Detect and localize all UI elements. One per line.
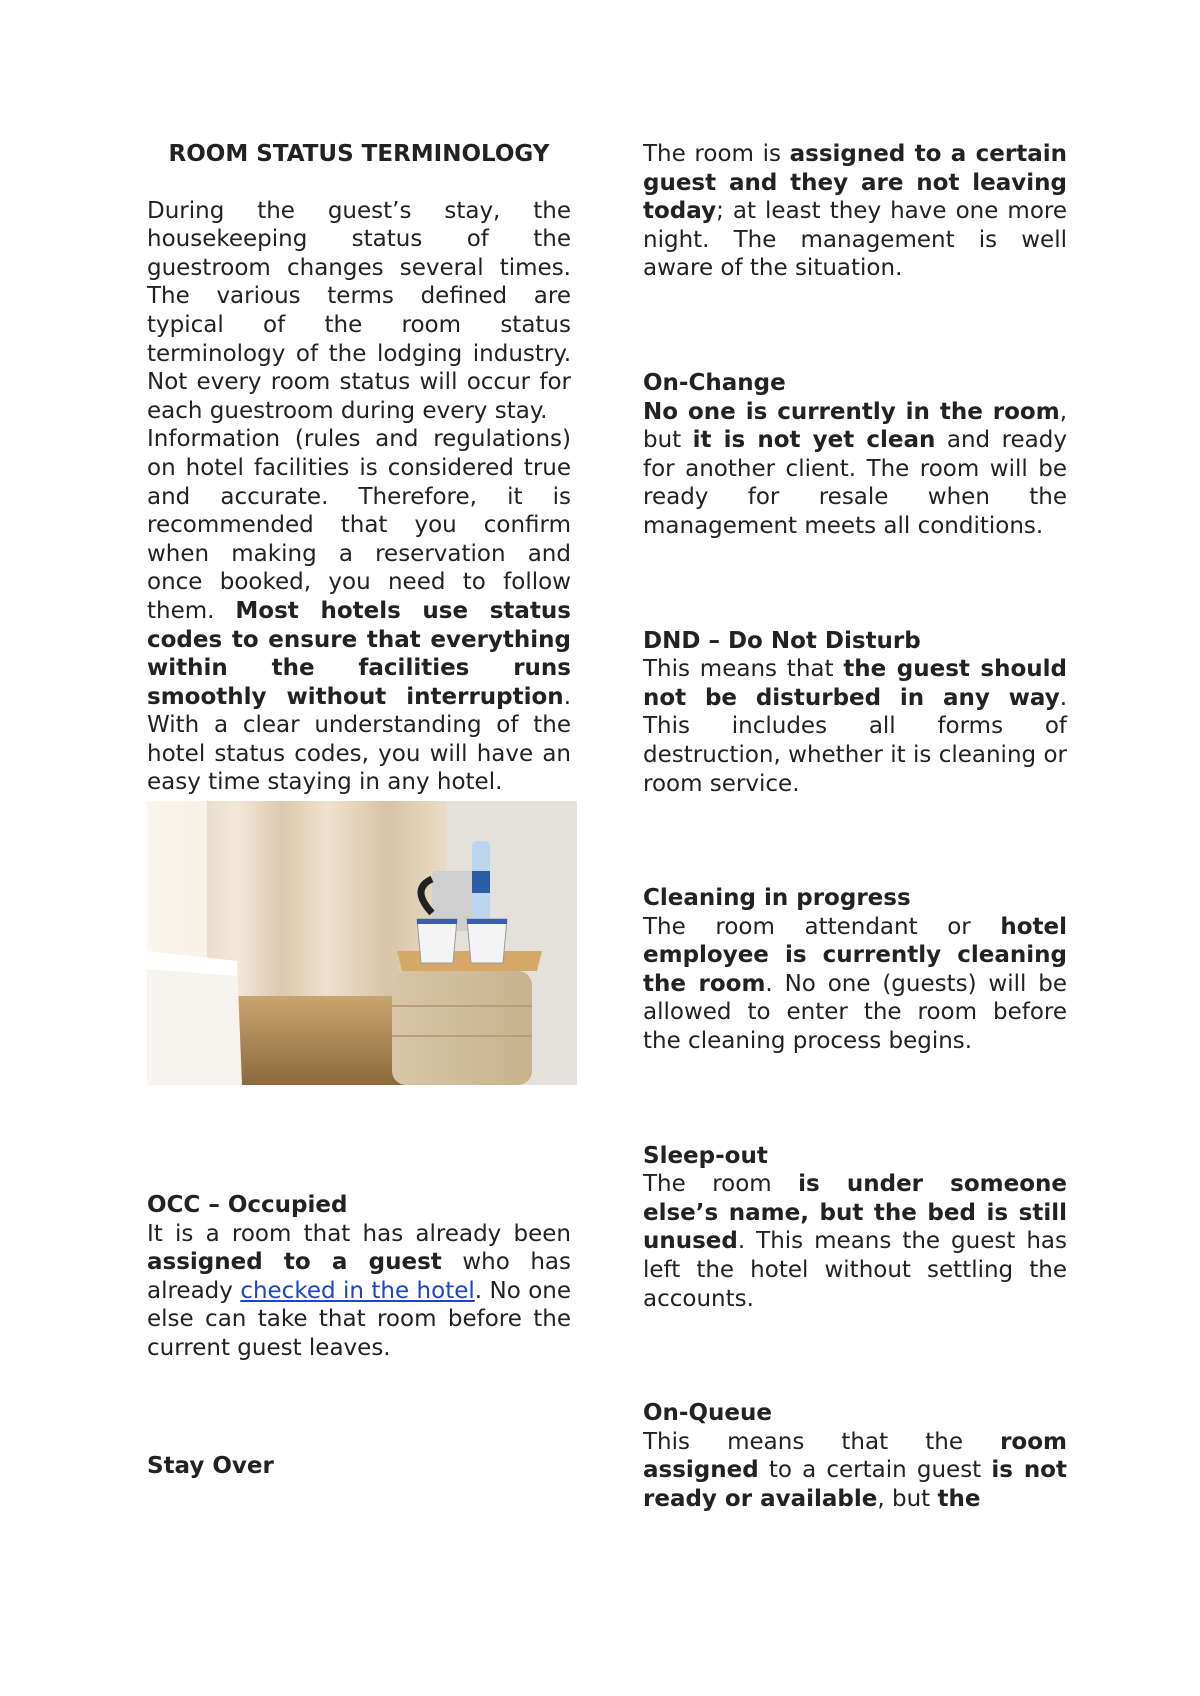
cleaning-text-1: The room attendant or [643,913,1001,940]
section-text-cleaning [643,913,1067,1056]
onqueue-text-1: This means that the [643,1428,1001,1455]
section-heading-dnd: DND – Do Not Disturb [643,627,921,654]
cleaning-bold-1: hotel employee is currently cleaning the room [643,913,1067,997]
dnd-text-2: . This includes all forms of destruction, whether it is cleaning or room service. [643,684,1067,797]
onqueue-bold-3: the [937,1486,981,1512]
stay-bold-1: assigned to a certain guest and they are not leaving today [643,141,1067,225]
section-heading-on-queue: On-Queue [643,1400,772,1427]
sleepout-text-1: The room [643,1171,799,1198]
onchange-text-1: , but [643,398,1067,454]
stay-text-2: ; at least they have one more night. The management is well aware of the situation. [643,198,1067,282]
sleepout-text-2: . This means the guest has left the hotel without settling the accounts. [643,1228,1067,1312]
section-heading-on-change: On-Change [643,369,786,396]
section-heading-sleep-out: Sleep-out [643,1142,768,1169]
onqueue-text-2: to a certain guest [758,1457,992,1484]
section-text-stay-over [643,140,1067,283]
section-heading-occupied: OCC – Occupied [147,1192,348,1219]
section-text-dnd [643,655,1067,798]
hotel-room-photo [147,801,577,1085]
section-heading-cleaning: Cleaning in progress [643,885,911,912]
onqueue-bold-2: is not ready or available [643,1457,1067,1512]
right-column [643,140,1067,1514]
info-text: Information (rules and regulations) on hotel facilities is considered true and accurate. Therefore, it is recommended that you confirm when making a reservation and once booked, you need to follow them. [147,426,571,624]
document-title: ROOM STATUS TERMINOLOGY [168,141,550,167]
section-text-on-queue [643,1428,1067,1514]
dnd-bold-1: the guest should not be disturbed in any way [643,656,1067,711]
dnd-text-1: This means that [643,656,844,683]
onqueue-bold-1: room assigned [643,1428,1067,1484]
stay-text-1: The room is [643,141,790,167]
left-column [147,140,571,1480]
occupied-text-1: It is a room that has already been [147,1220,571,1247]
info-bold-text: Most hotels use status codes to ensure that everything within the facilities runs smoothly without interruption [147,597,571,710]
onchange-bold-2: it is not yet clean [692,427,936,454]
occupied-text-3: . No one else can take that room before the current guest leaves. [147,1277,571,1362]
intro-paragraph: During the guest’s stay, the housekeeping status of the guestroom changes several times. The various terms defined are typical of the room status terminology of the lodging industry. Not every room status will occur for each guestroom during every stay. [147,197,571,424]
cleaning-text-2: . No one (guests) will be allowed to enter the room before the cleaning process begins. [643,970,1067,1055]
section-text-sleep-out [643,1170,1067,1313]
information-paragraph [147,425,571,797]
info-end-text: . With a clear understanding of the hotel status codes, you will have an easy time staying in any hotel. [147,683,571,796]
onchange-text-2: and ready for another client. The room will be ready for resale when the management meets all conditions. [643,427,1067,539]
occupied-text-2: who has already [147,1249,571,1304]
checked-in-link[interactable]: checked in the hotel [240,1277,475,1304]
section-heading-stay-over: Stay Over [147,1452,274,1479]
section-text-occupied [147,1220,571,1363]
section-text-on-change [643,398,1067,541]
onchange-bold-1: No one is currently in the room [643,398,1060,425]
onqueue-text-3: , but [877,1486,938,1512]
sleepout-bold-1: is under someone else’s name, but the bed is still unused [643,1171,1067,1255]
occupied-bold-1: assigned to a guest [147,1249,442,1276]
